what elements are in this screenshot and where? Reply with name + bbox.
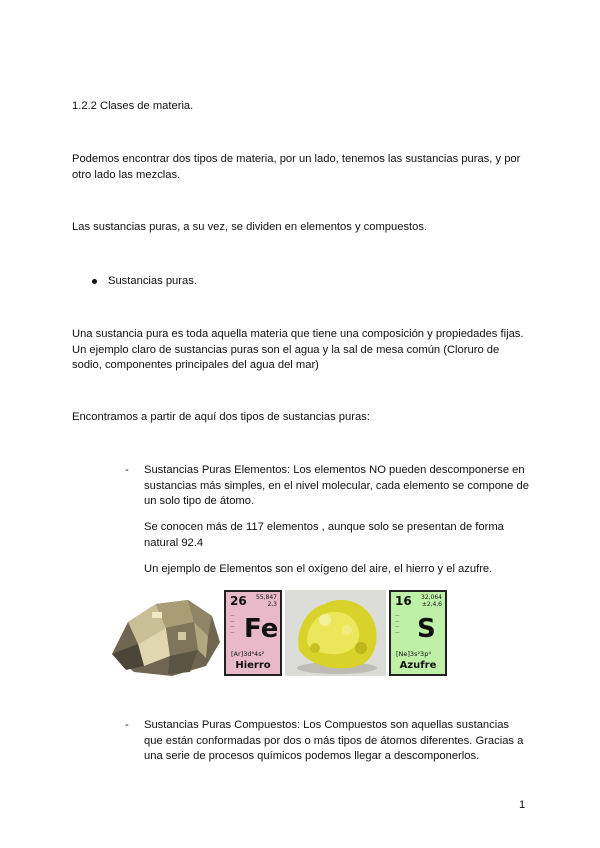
- elements-item-text: Sustancias Puras Elementos: Los elementos NO pueden descomponerse en sustancias más simples, en el nivel molecular, cada elemento se compone de un solo tipo de átomo.: [144, 464, 529, 507]
- pyrite-image: [108, 592, 223, 678]
- intro-paragraph: Podemos encontrar dos tipos de materia, por un lado, tenemos las sustancias puras, y por otro lado las mezclas.: [72, 153, 521, 181]
- bullet-dot-icon: [92, 279, 97, 284]
- iron-electron-config: [Ar]3d⁶4s²: [231, 650, 265, 658]
- bullet-label: Sustancias puras.: [108, 275, 197, 287]
- sulfur-symbol: S: [417, 614, 436, 644]
- dash-bullet-icon: -: [125, 464, 129, 476]
- iron-side-data: — — — —: [230, 614, 235, 636]
- iron-atomic-mass: [256, 594, 277, 608]
- iron-element-tile: [224, 590, 282, 676]
- iron-atomic-number: 26: [230, 594, 247, 608]
- sulfur-side-data: — — — —: [395, 614, 400, 636]
- sulfur-atomic-number: 16: [395, 594, 412, 608]
- elements-count-text: Se conocen más de 117 elementos , aunque solo se presentan de forma natural 92.4: [144, 521, 504, 549]
- compounds-item-text: Sustancias Puras Compuestos: Los Compuestos son aquellas sustancias que están conformadas por dos o más tipos de átomos diferentes. Gracias a una serie de procesos químicos podemos llegar a descomponerlos.: [144, 719, 524, 762]
- sulfur-atomic-mass: [421, 594, 442, 608]
- sulfur-element-tile: [389, 590, 447, 676]
- iron-name: Hierro: [235, 660, 271, 671]
- sulfur-image: [285, 590, 386, 676]
- division-paragraph: Las sustancias puras, a su vez, se dividen en elementos y compuestos.: [72, 221, 428, 233]
- iron-valence: 2,3: [267, 601, 277, 608]
- sulfur-valence: ±2,4,6: [421, 601, 442, 608]
- section-heading: 1.2.2 Clases de materia.: [72, 100, 194, 112]
- dash-bullet-icon: -: [125, 719, 129, 731]
- definition-paragraph: Una sustancia pura es toda aquella materia que tiene una composición y propiedades fijas. Un ejemplo claro de sustancias puras son el agua y la sal de mesa común (Cloruro de sodio, componentes principales del agua del mar): [72, 328, 524, 371]
- sulfur-name: Azufre: [399, 660, 437, 671]
- page-number: 1: [519, 799, 526, 811]
- elements-example-text: Un ejemplo de Elementos son el oxígeno del aire, el hierro y el azufre.: [144, 563, 493, 575]
- sulfur-mass-value: 32,064: [421, 594, 442, 601]
- iron-mass-value: 55,847: [256, 594, 277, 601]
- iron-symbol: Fe: [244, 614, 279, 644]
- types-intro-paragraph: Encontramos a partir de aquí dos tipos de sustancias puras:: [72, 411, 370, 423]
- sulfur-electron-config: [Ne]3s²3p⁴: [396, 650, 431, 658]
